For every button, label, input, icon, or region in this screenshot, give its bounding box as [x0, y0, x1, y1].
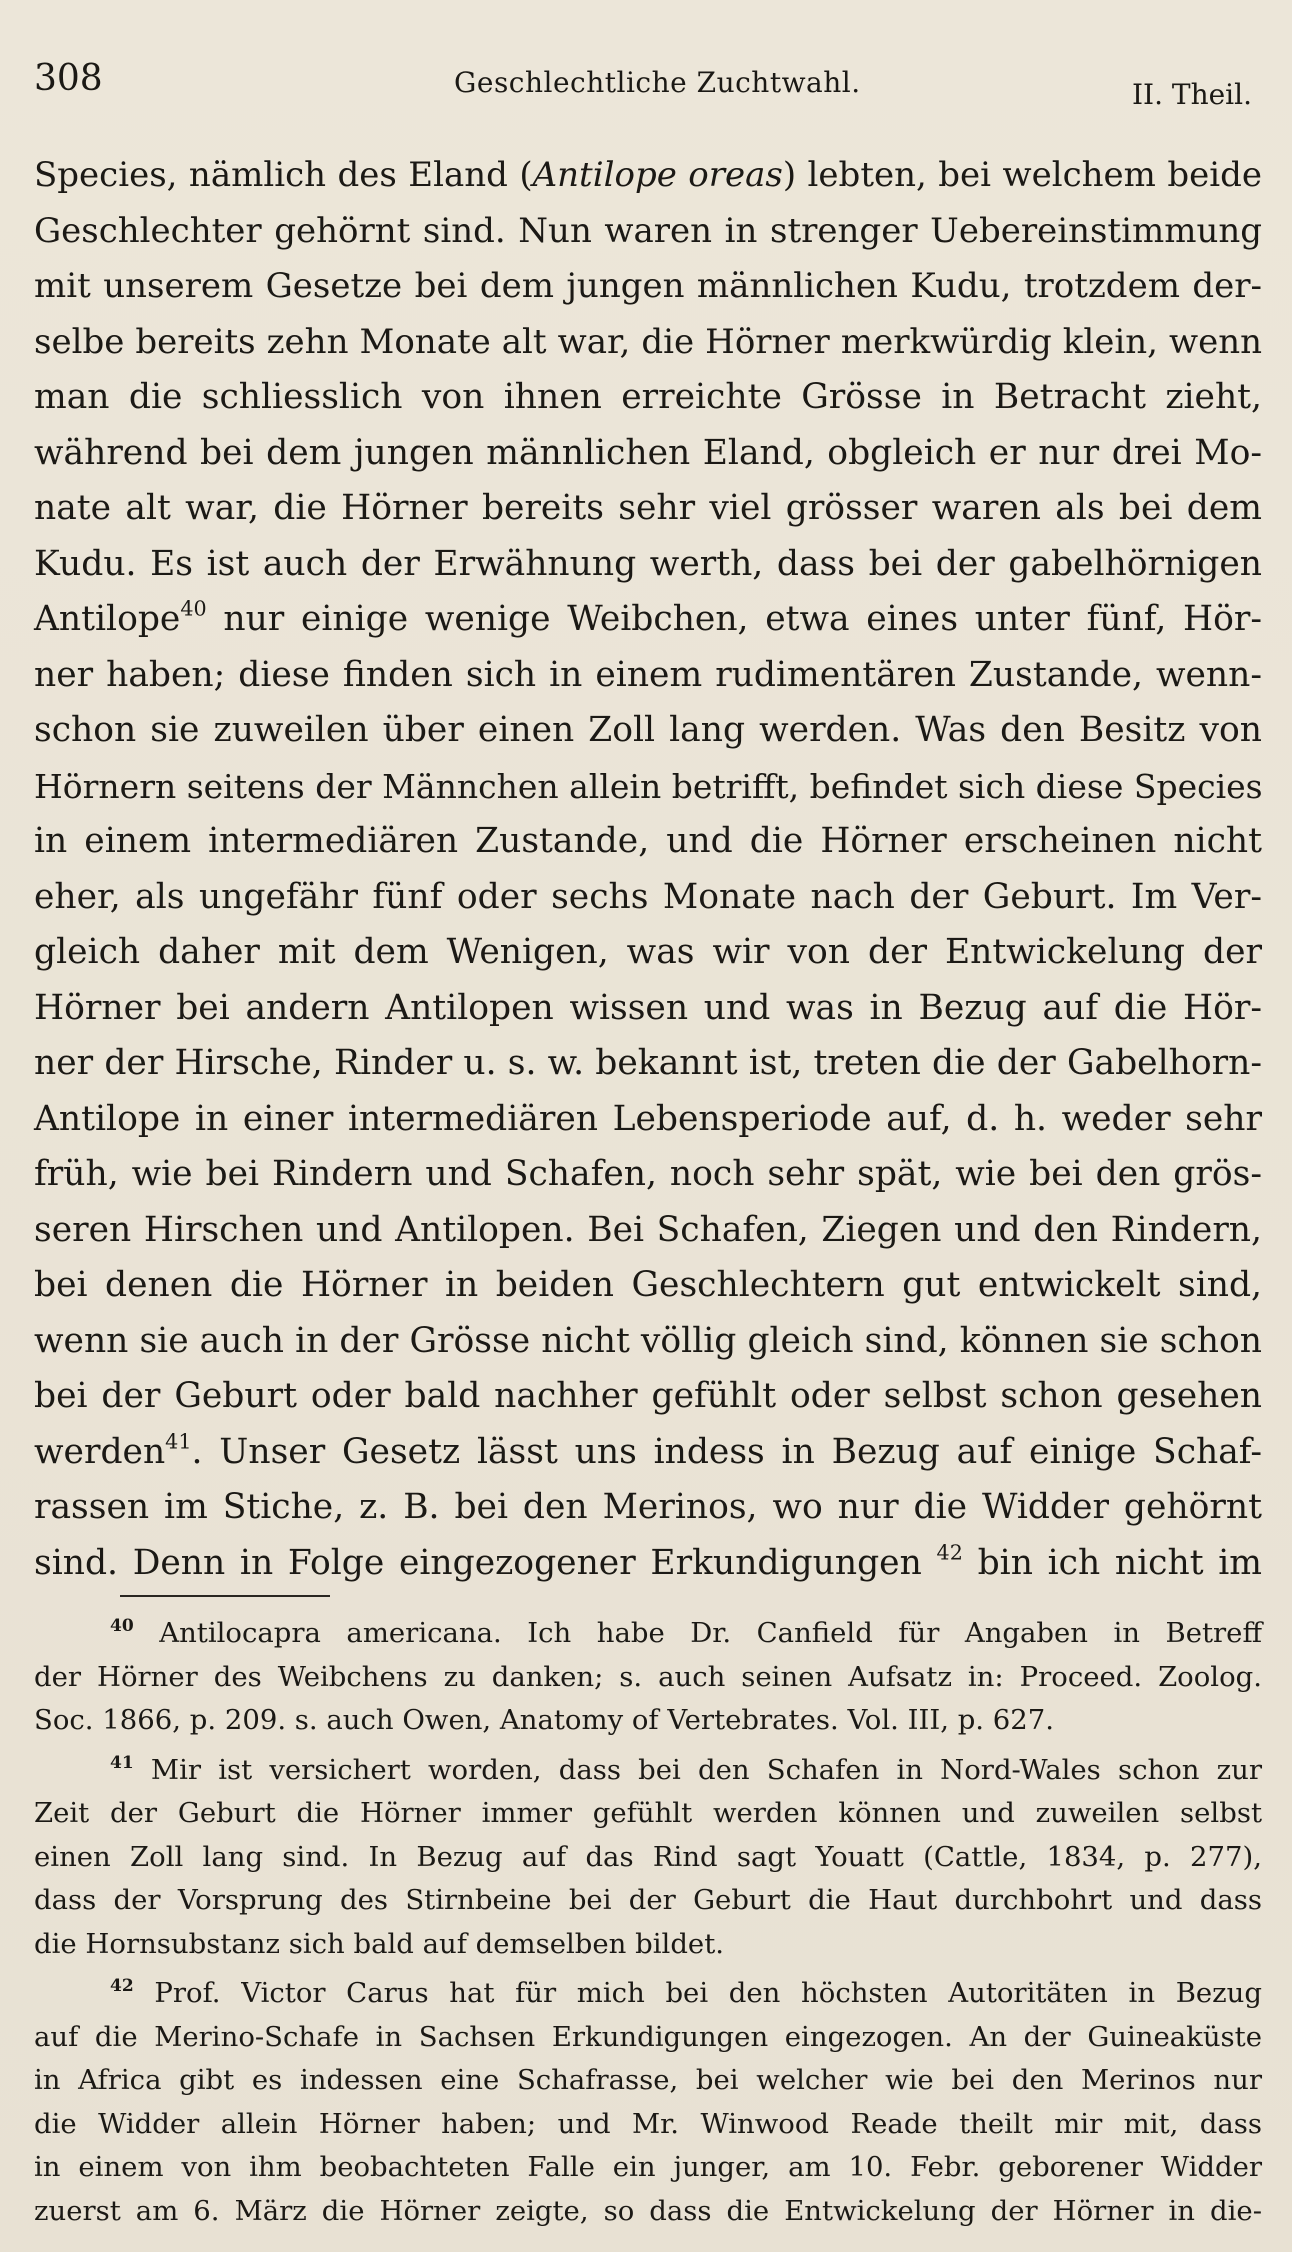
footnote-line: in Africa gibt es indessen eine Schafrasse, bei welcher wie bei den Merinos nur: [34, 2064, 1262, 2096]
footnote-line: Zeit der Geburt die Hörner immer gefühlt werden können und zuweilen selbst: [34, 1797, 1262, 1829]
footnote-marker: 41: [110, 1752, 134, 1773]
footnote-text: Prof. Victor Carus hat für mich bei den höchsten Autoritäten in Bezug: [154, 1977, 1262, 2009]
text-line: man die schliesslich von ihnen erreichte Grösse in Betracht zieht,: [34, 377, 1262, 417]
footnotes: [34, 1612, 1262, 2233]
footnote-line: die Hornsubstanz sich bald auf demselben bildet.: [34, 1927, 724, 1960]
footnote-line: einen Zoll lang sind. In Bezug auf das Rind sagt Youatt (Cattle, 1834, p. 277),: [34, 1840, 1262, 1873]
text-segment: sind. Denn in Folge eingezogener Erkundigungen: [34, 1542, 922, 1583]
text-segment: bin ich nicht im: [977, 1542, 1263, 1583]
text-line: [34, 1425, 1262, 1481]
text-line: bei denen die Hörner in beiden Geschlechtern gut entwickelt sind,: [34, 1265, 1262, 1305]
footnote-line: [34, 1972, 1262, 2016]
footnote-ref[interactable]: 40: [180, 596, 207, 621]
footnote-line: in einem von ihm beobachteten Falle ein junger, am 10. Febr. geborener Widder: [34, 2151, 1262, 2183]
text-line: ner haben; diese finden sich in einem rudimentären Zustande, wenn-: [34, 654, 1262, 695]
text-line: Kudu. Es ist auch der Erwähnung werth, dass bei der gabelhörnigen: [34, 543, 1262, 584]
text-segment: . Unser Gesetz lässt uns indess in Bezug auf einige Schaf-: [191, 1431, 1262, 1472]
text-line: in einem intermediären Zustande, und die Hörner erscheinen nicht: [34, 821, 1262, 861]
text-segment: werden: [34, 1431, 166, 1472]
footnote-marker: 42: [110, 1975, 134, 1996]
footnote-line: dass der Vorsprung des Stirnbeine bei der Geburt die Haut durchbohrt und dass: [34, 1884, 1262, 1916]
text-line: schon sie zuweilen über einen Zoll lang werden. Was den Besitz von: [34, 710, 1262, 750]
text-line: Geschlechter gehörnt sind. Nun waren in strenger Uebereinstimmung: [34, 210, 1262, 251]
text-line: nate alt war, die Hörner bereits sehr viel grösser waren als bei dem: [34, 488, 1262, 528]
part-label: II. Theil.: [1131, 78, 1252, 111]
footnote-line: [34, 1749, 1262, 1793]
text-line: [34, 1536, 1262, 1592]
footnote-line: [34, 1612, 1262, 1656]
text-line: seren Hirschen und Antilopen. Bei Schafen, Ziegen und den Rindern,: [34, 1209, 1262, 1250]
text-line: mit unserem Gesetze bei dem jungen männlichen Kudu, trotzdem der-: [34, 266, 1262, 306]
text-line: ner der Hirsche, Rinder u. s. w. bekannt ist, treten die der Gabelhorn-: [34, 1043, 1262, 1083]
footnote-line: zuerst am 6. März die Hörner zeigte, so dass die Entwickelung der Hörner in die-: [34, 2194, 1262, 2227]
footnote-line: der Hörner des Weibchens zu danken; s. auch seinen Aufsatz in: Proceed. Zoolog.: [34, 1660, 1262, 1693]
text-line: wenn sie auch in der Grösse nicht völlig gleich sind, können sie schon: [34, 1320, 1262, 1361]
footnote-rule: [120, 1595, 330, 1597]
text-line: Antilope in einer intermediären Lebensperiode auf, d. h. weder sehr: [34, 1098, 1262, 1139]
text-segment: nur einige wenige Weibchen, etwa eines unter fünf, Hör-: [223, 599, 1262, 639]
species-name: Antilope oreas: [532, 155, 783, 195]
page-header: [34, 58, 1262, 111]
text-line: bei der Geburt oder bald nachher gefühlt oder selbst schon gesehen: [34, 1376, 1262, 1416]
page-number: 308: [34, 58, 103, 99]
footnote-marker: 40: [110, 1615, 134, 1636]
text-line: eher, als ungefähr fünf oder sechs Monate nach der Geburt. Im Ver-: [34, 876, 1262, 917]
text-segment: Antilope: [34, 599, 181, 639]
running-title: Geschlechtliche Zuchtwahl.: [454, 66, 861, 99]
text-line: [34, 592, 1262, 648]
footnote-text: Antilocapra americana. Ich habe Dr. Canfield für Angaben in Betreff: [159, 1617, 1262, 1649]
text-line: während bei dem jungen männlichen Eland, obgleich er nur drei Mo-: [34, 432, 1262, 473]
footnote-line: auf die Merino-Schafe in Sachsen Erkundigungen eingezogen. An der Guineaküste: [34, 2020, 1262, 2053]
text-line: selbe bereits zehn Monate alt war, die Hörner merkwürdig klein, wenn: [34, 321, 1262, 362]
footnote-ref[interactable]: 42: [936, 1540, 963, 1565]
text-line: Species, nämlich des Eland (Antilope oreas) lebten, bei welchem beide: [34, 155, 1262, 195]
text-line: gleich daher mit dem Wenigen, was wir von der Entwickelung der: [34, 932, 1262, 972]
footnote-line: Soc. 1866, p. 209. s. auch Owen, Anatomy of Vertebrates. Vol. III, p. 627.: [34, 1704, 1055, 1736]
footnote-line: die Widder allein Hörner haben; und Mr. Winwood Reade theilt mir mit, dass: [34, 2107, 1262, 2140]
text-line: Hörner bei andern Antilopen wissen und was in Bezug auf die Hör-: [34, 987, 1262, 1028]
text-line: früh, wie bei Rindern und Schafen, noch sehr spät, wie bei den grös-: [34, 1154, 1262, 1194]
footnote-ref[interactable]: 41: [165, 1429, 192, 1454]
main-text: [34, 148, 1262, 1591]
text-line: Hörnern seitens der Männchen allein betrifft, befindet sich diese Species: [34, 766, 1263, 806]
footnote-text: Mir ist versichert worden, dass bei den Schafen in Nord-Wales schon zur: [150, 1753, 1263, 1786]
text-line: rassen im Stiche, z. B. bei den Merinos, wo nur die Widder gehörnt: [34, 1487, 1262, 1527]
